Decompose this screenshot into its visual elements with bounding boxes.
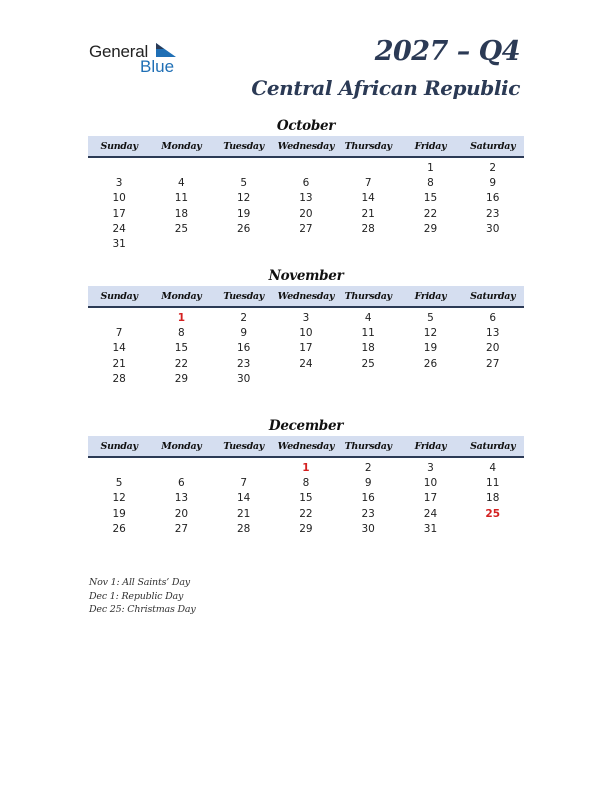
date-cell: 21 (236, 507, 251, 520)
week-row (88, 475, 524, 490)
date-cell: 27 (486, 357, 500, 370)
date-cell: 8 (178, 326, 185, 339)
month-calendar-november (88, 266, 524, 386)
weekday-label: Wednesday (277, 290, 335, 302)
week-row (88, 325, 524, 340)
weekday-label: Wednesday (277, 440, 335, 452)
week-row (88, 175, 524, 190)
date-cell: 27 (299, 222, 313, 235)
date-cell: 23 (236, 357, 251, 370)
date-cell: 12 (423, 326, 438, 339)
date-cell: 28 (236, 522, 251, 535)
weekday-header-row (88, 136, 524, 158)
date-cell: 18 (174, 207, 189, 220)
weekday-label: Tuesday (223, 440, 265, 452)
date-cell: 29 (174, 372, 189, 385)
date-cell: 11 (174, 192, 189, 205)
month-calendar-december (88, 416, 524, 536)
date-cell: 10 (423, 476, 438, 489)
weekday-label: Tuesday (223, 290, 265, 302)
date-cell: 4 (178, 176, 185, 189)
weekday-label: Thursday (344, 290, 392, 302)
month-name: October (276, 118, 336, 134)
date-cell: 10 (299, 326, 313, 339)
date-cell: 5 (427, 311, 434, 324)
date-cell: 30 (486, 222, 500, 235)
week-row (88, 491, 524, 506)
week-row (88, 460, 524, 475)
weekday-label: Saturday (470, 440, 516, 452)
date-cell: 19 (112, 507, 126, 520)
date-cell: 12 (112, 492, 126, 505)
week-row (88, 506, 524, 521)
week-row (88, 521, 524, 536)
logo-flag-icon (156, 43, 176, 57)
date-cell: 3 (302, 311, 310, 324)
date-cell: 6 (178, 476, 185, 489)
date-cell: 2 (364, 461, 372, 474)
date-cell: 21 (361, 207, 375, 220)
date-cell: 22 (299, 507, 313, 520)
date-cell: 15 (174, 342, 189, 355)
date-cell: 28 (112, 372, 126, 385)
holiday-note: Nov 1: All Saints’ Day (89, 577, 190, 588)
weekday-label: Friday (414, 440, 447, 452)
date-cell: 11 (486, 476, 500, 489)
date-cell: 10 (112, 192, 126, 205)
date-cell: 3 (115, 176, 123, 189)
date-cell: 25 (361, 357, 375, 370)
month-name: November (268, 268, 344, 284)
date-cell: 30 (236, 372, 251, 385)
weekday-label: Monday (161, 290, 202, 302)
logo-general-text: General (89, 42, 149, 61)
date-cell: 23 (486, 207, 500, 220)
date-cell: 22 (174, 357, 189, 370)
date-cell: 7 (364, 176, 372, 189)
date-cell: 18 (361, 342, 375, 355)
date-cell: 4 (489, 461, 497, 474)
date-cell: 17 (299, 342, 313, 355)
date-cell: 31 (423, 522, 438, 535)
holiday-notes (89, 576, 196, 617)
week-row (88, 310, 524, 325)
date-cell: 26 (236, 222, 251, 235)
week-row (88, 356, 524, 371)
date-cell: 26 (112, 522, 126, 535)
date-cell: 2 (240, 311, 247, 324)
date-cell: 20 (486, 342, 500, 355)
weekday-label: Sunday (100, 290, 138, 302)
date-cell: 26 (423, 357, 438, 370)
date-cell: 20 (299, 207, 313, 220)
week-row (88, 236, 524, 251)
date-cell: 19 (423, 342, 438, 355)
date-cell: 15 (423, 192, 438, 205)
date-cell: 24 (423, 507, 438, 520)
weekday-label: Friday (414, 140, 447, 152)
date-cell: 9 (240, 326, 247, 339)
date-cell: 16 (236, 342, 251, 355)
week-row (88, 206, 524, 221)
logo (89, 40, 189, 80)
week-row (88, 371, 524, 386)
weekday-label: Wednesday (277, 140, 335, 152)
date-cell: 4 (364, 311, 372, 324)
weekday-header-row (88, 436, 524, 458)
date-cell: 16 (486, 192, 500, 205)
holiday-date-cell: 25 (485, 507, 501, 520)
logo-blue-text: Blue (140, 57, 175, 76)
date-cell: 13 (299, 192, 313, 205)
date-cell: 9 (489, 176, 497, 189)
date-cell: 24 (112, 222, 126, 235)
date-cell: 6 (489, 311, 497, 324)
weekday-label: Saturday (470, 140, 516, 152)
weekday-label: Tuesday (223, 140, 265, 152)
date-cell: 13 (174, 492, 189, 505)
date-cell: 12 (236, 192, 251, 205)
week-row (88, 160, 524, 175)
date-cell: 29 (423, 222, 438, 235)
date-cell: 31 (112, 238, 126, 251)
weekday-label: Sunday (100, 140, 138, 152)
date-cell: 5 (240, 176, 247, 189)
month-calendar-october (88, 116, 524, 252)
weekday-label: Thursday (344, 140, 392, 152)
week-row (88, 221, 524, 236)
date-cell: 13 (486, 326, 500, 339)
date-cell: 25 (174, 222, 189, 235)
weekday-label: Saturday (470, 290, 516, 302)
date-cell: 14 (361, 192, 375, 205)
date-cell: 20 (174, 507, 189, 520)
date-cell: 3 (427, 461, 434, 474)
weekday-label: Friday (414, 290, 447, 302)
date-cell: 9 (364, 476, 372, 489)
date-cell: 30 (361, 522, 375, 535)
date-cell: 11 (361, 326, 375, 339)
holiday-date-cell: 1 (177, 311, 186, 324)
weekday-header-row (88, 286, 524, 308)
date-cell: 6 (302, 176, 310, 189)
date-cell: 8 (302, 476, 310, 489)
page-title: 2027 – Q4 (374, 36, 520, 67)
date-cell: 1 (427, 161, 434, 174)
weekday-label: Monday (161, 140, 202, 152)
date-cell: 23 (361, 507, 375, 520)
holiday-date-cell: 1 (302, 461, 310, 474)
weekday-label: Sunday (100, 440, 138, 452)
weekday-label: Thursday (344, 440, 392, 452)
date-cell: 27 (174, 522, 189, 535)
month-name: December (268, 418, 344, 434)
date-cell: 14 (112, 342, 126, 355)
week-row (88, 191, 524, 206)
date-cell: 15 (299, 492, 313, 505)
date-cell: 7 (240, 476, 247, 489)
date-cell: 28 (361, 222, 375, 235)
holiday-note: Dec 25: Christmas Day (89, 604, 196, 615)
date-cell: 14 (236, 492, 251, 505)
date-cell: 18 (486, 492, 500, 505)
date-cell: 19 (236, 207, 251, 220)
page-subtitle: Central African Republic (251, 76, 520, 100)
date-cell: 24 (299, 357, 313, 370)
date-cell: 17 (112, 207, 126, 220)
holiday-note: Dec 1: Republic Day (89, 590, 184, 602)
date-cell: 17 (423, 492, 438, 505)
week-row (88, 341, 524, 356)
date-cell: 7 (115, 326, 123, 339)
date-cell: 16 (361, 492, 375, 505)
weekday-label: Monday (161, 440, 202, 452)
date-cell: 5 (115, 476, 123, 489)
date-cell: 22 (423, 207, 438, 220)
date-cell: 8 (427, 176, 434, 189)
date-cell: 29 (299, 522, 313, 535)
date-cell: 21 (112, 357, 126, 370)
date-cell: 2 (489, 161, 497, 174)
